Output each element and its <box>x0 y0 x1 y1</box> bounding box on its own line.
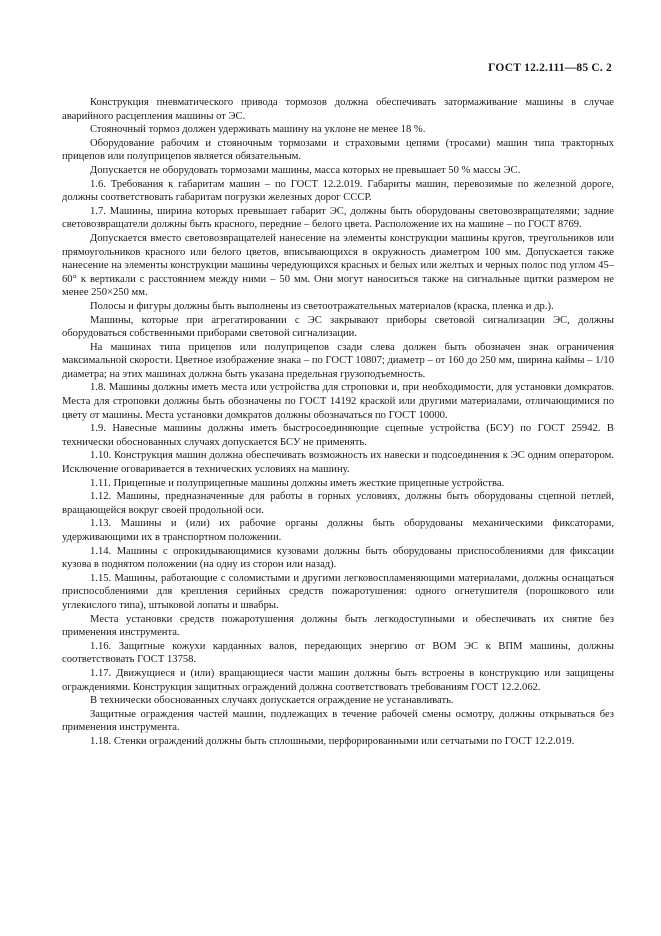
paragraph: Машины, которые при агрегатировании с ЭС закрывают приборы световой сигнализации ЭС, должны оборудоваться собственными приборами световой сигнализации. <box>62 314 614 340</box>
paragraph: В технически обоснованных случаях допускается ограждение не устанавливать. <box>90 695 454 707</box>
document-body <box>62 96 614 749</box>
paragraph: 1.18. Стенки ограждений должны быть сплошными, перфорированными или сетчатыми по ГОСТ 12.2.019. <box>90 735 575 747</box>
paragraph: Допускается не оборудовать тормозами машины, масса которых не превышает 50 % массы ЭС. <box>90 164 521 176</box>
paragraph: 1.6. Требования к габаритам машин – по ГОСТ 12.2.019. Габариты машин, перевозимые по железной дороге, должны соответствовать габаритам погрузки железных дорог СССР. <box>62 178 614 204</box>
paragraph: Места установки средств пожаротушения должны быть легкодоступными и обеспечивать их снятие без применения инструмента. <box>62 613 614 639</box>
paragraph: На машинах типа прицепов или полуприцепов сзади слева должен быть обозначен знак ограничения максимальной скорости. Цветное изображение знака – по ГОСТ 10807; диаметр – от 160 до 250 мм, ширина каймы – 1/10 диаметра; на этих машинах должна быть указана предельная грузоподъемность. <box>62 341 614 380</box>
paragraph: 1.16. Защитные кожухи карданных валов, передающих энергию от ВОМ ЭС к ВПМ машины, должны соответствовать ГОСТ 13758. <box>62 640 614 666</box>
paragraph: 1.11. Прицепные и полуприцепные машины должны иметь жесткие прицепные устройства. <box>90 477 505 489</box>
paragraph: 1.15. Машины, работающие с соломистыми и другими легковоспламеняющими материалами, должны оснащаться приспособлениями для крепления серийных средств пожаротушения: одного огнетушителя (порошкового или углекислого типа), штыковой лопаты и швабры. <box>62 572 614 611</box>
paragraph: Конструкция пневматического привода тормозов должна обеспечивать затормаживание машины в случае аварийного расцепления машины от ЭС. <box>62 97 614 122</box>
paragraph: Допускается вместо световозвращателей нанесение на элементы конструкции машины кругов, треугольников или прямоугольников красного или белого цветов, вписывающихся в окружность диаметром 100 мм. Допускается также нанесение на элементы конструкции машины чередующихся красных и белых или желтых и черных полос под углом 45–60° к вертикали с расстоянием между ними – 50 мм. Они могут наноситься также на сигнальные щитки размером не менее 250×250 мм. <box>62 232 614 299</box>
paragraph: 1.8. Машины должны иметь места или устройства для строповки и, при необходимости, для установки домкратов. Места для строповки должны быть обозначены по ГОСТ 14192 краской или другими материалами, отличающимися по цвету от машины. Места установки домкратов должны обозначаться по ГОСТ 10000. <box>62 382 614 421</box>
paragraph: 1.13. Машины и (или) их рабочие органы должны быть оборудованы механическими фиксаторами, удерживающими их в транспортном положении. <box>62 518 614 543</box>
paragraph: 1.9. Навесные машины должны иметь быстросоединяющие сцепные устройства (БСУ) по ГОСТ 25942. В технически обоснованных случаях допускается БСУ не применять. <box>62 423 614 448</box>
paragraph: Полосы и фигуры должны быть выполнены из светоотражательных материалов (краска, пленка и др.). <box>90 300 554 312</box>
page-header: ГОСТ 12.2.111—85 С. 2 <box>488 62 612 74</box>
paragraph: 1.10. Конструкция машин должна обеспечивать возможность их навески и подсоединения к ЭС одним оператором. Исключение оговаривается в технических условиях на машину. <box>62 450 614 476</box>
paragraph: 1.12. Машины, предназначенные для работы в горных условиях, должны быть оборудованы сцепной петлей, вращающейся вокруг своей продольной оси. <box>62 491 614 516</box>
paragraph: Стояночный тормоз должен удерживать машину на уклоне не менее 18 %. <box>90 124 426 136</box>
paragraph: 1.17. Движущиеся и (или) вращающиеся части машин должны быть встроены в конструкцию или защищены ограждениями. Конструкция защитных ограждений должна соответствовать требованиям ГОСТ 12.2.062. <box>62 667 614 693</box>
paragraph: Оборудование рабочим и стояночным тормозами и страховыми цепями (тросами) машин типа тракторных прицепов или полуприцепов является обязательным. <box>62 137 614 163</box>
paragraph: 1.14. Машины с опрокидывающимися кузовами должны быть оборудованы приспособлениями для фиксации кузова в поднятом положении (на одну из сторон или назад). <box>62 545 614 571</box>
paragraph: Защитные ограждения частей машин, подлежащих в течение рабочей смены осмотру, должны открываться без применения инструмента. <box>62 708 614 734</box>
paragraph: 1.7. Машины, ширина которых превышает габарит ЭС, должны быть оборудованы световозвращателями; задние световозвращатели должны быть красного, передние – белого цвета. Расположение их на машине – по ГОСТ 8769. <box>62 205 614 231</box>
